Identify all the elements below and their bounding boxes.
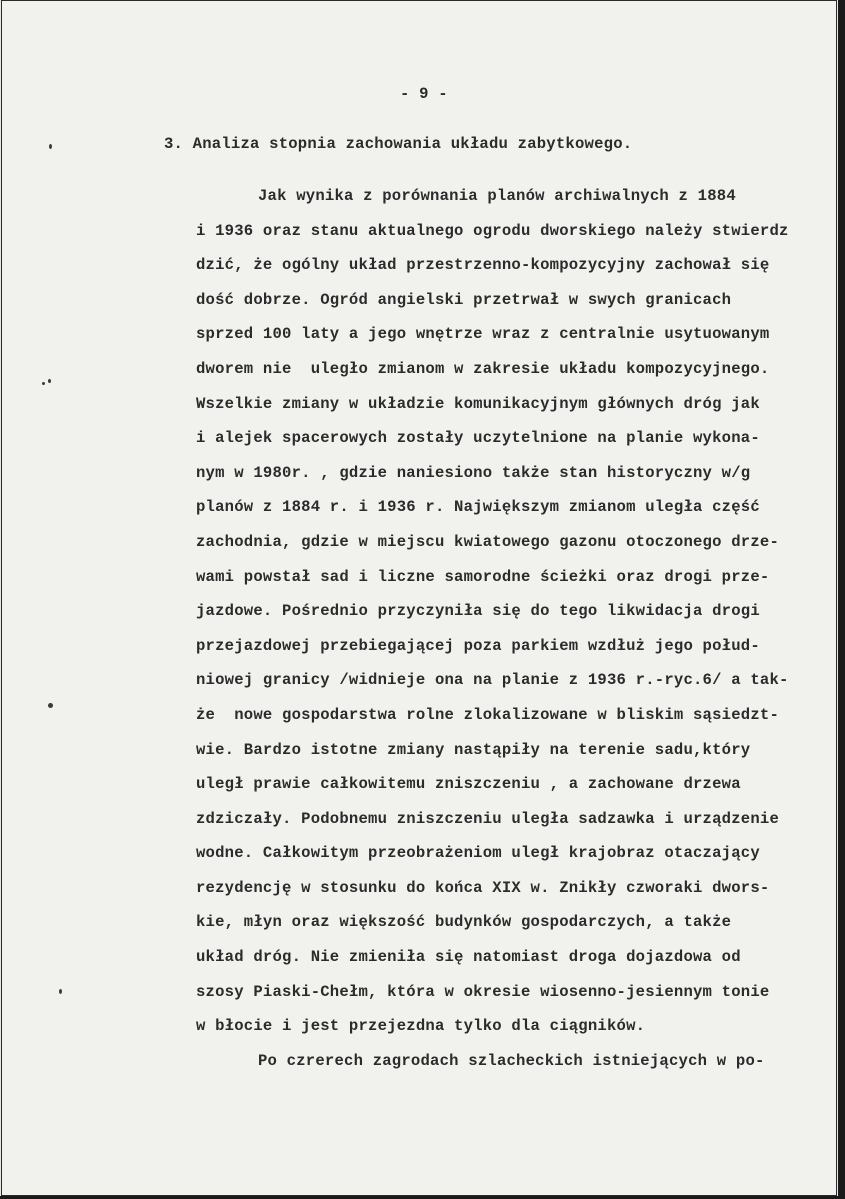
text-line: zdziczały. Podobnemu zniszczeniu uległa sadzawka i urządzenie bbox=[196, 809, 780, 828]
section-heading: 3. Analiza stopnia zachowania układu zabytkowego. bbox=[164, 135, 633, 153]
text-line: jazdowe. Pośrednio przyczyniła się do tego likwidacja drogi bbox=[196, 602, 760, 621]
text-line: że nowe gospodarstwa rolne zlokalizowane w bliskim sąsiedzt- bbox=[196, 705, 780, 724]
text-line: dzić, że ogólny układ przestrzenno-kompozycyjny zachował się bbox=[196, 256, 770, 275]
ink-speck bbox=[49, 144, 52, 149]
ink-speck bbox=[48, 703, 53, 708]
text-line: i alejek spacerowych zostały uczytelnione na planie wykona- bbox=[196, 429, 760, 448]
text-line: wodne. Całkowitym przeobrażeniom uległ krajobraz otaczający bbox=[196, 844, 760, 863]
text-line: w błocie i jest przejezdna tylko dla ciągników. bbox=[196, 1017, 646, 1036]
text-line: przejazdowej przebiegającej poza parkiem wzdłuż jego połud- bbox=[196, 636, 760, 655]
body-text bbox=[196, 179, 826, 1078]
ink-speck bbox=[42, 382, 45, 385]
text-line: Jak wynika z porównania planów archiwalnych z 1884 bbox=[258, 187, 736, 205]
text-line: zachodnia, gdzie w miejscu kwiatowego gazonu otoczonego drze- bbox=[196, 532, 780, 551]
text-line: i 1936 oraz stanu aktualnego ogrodu dworskiego należy stwierdz bbox=[196, 221, 789, 240]
text-line: Wszelkie zmiany w układzie komunikacyjnym głównych dróg jak bbox=[196, 394, 760, 413]
text-line: uległ prawie całkowitemu zniszczeniu , a zachowane drzewa bbox=[196, 775, 741, 794]
text-line: dworem nie uległo zmianom w zakresie układu kompozycyjnego. bbox=[196, 359, 770, 378]
paper-sheet bbox=[1, 0, 837, 1196]
ink-speck bbox=[48, 379, 51, 383]
text-line: wie. Bardzo istotne zmiany nastąpiły na terenie sadu,który bbox=[196, 740, 751, 759]
text-line: Po czrerech zagrodach szlacheckich istniejących w po- bbox=[258, 1051, 765, 1070]
text-line: wami powstał sad i liczne samorodne ścieżki oraz drogi prze- bbox=[196, 567, 770, 586]
text-line: nym w 1980r. , gdzie naniesiono także stan historyczny w/g bbox=[196, 463, 751, 482]
scan-edge-right bbox=[838, 0, 845, 1199]
text-line: kie, młyn oraz większość budynków gospodarczych, a także bbox=[196, 913, 732, 932]
ink-speck bbox=[59, 989, 62, 994]
page-number: - 9 - bbox=[400, 85, 448, 103]
text-line: dość dobrze. Ogród angielski przetrwał w swych granicach bbox=[196, 290, 732, 309]
text-line: układ dróg. Nie zmieniła się natomiast droga dojazdowa od bbox=[196, 948, 741, 967]
text-line: sprzed 100 laty a jego wnętrze wraz z centralnie usytuowanym bbox=[196, 325, 770, 344]
text-line: rezydencję w stosunku do końca XIX w. Znikły czworaki dwors- bbox=[196, 878, 770, 897]
text-line: planów z 1884 r. i 1936 r. Największym zmianom uległa część bbox=[196, 498, 760, 517]
text-line: niowej granicy /widnieje ona na planie z 1936 r.-ryc.6/ a tak- bbox=[196, 671, 789, 690]
text-line: szosy Piaski-Chełm, która w okresie wiosenno-jesiennym tonie bbox=[196, 982, 770, 1001]
